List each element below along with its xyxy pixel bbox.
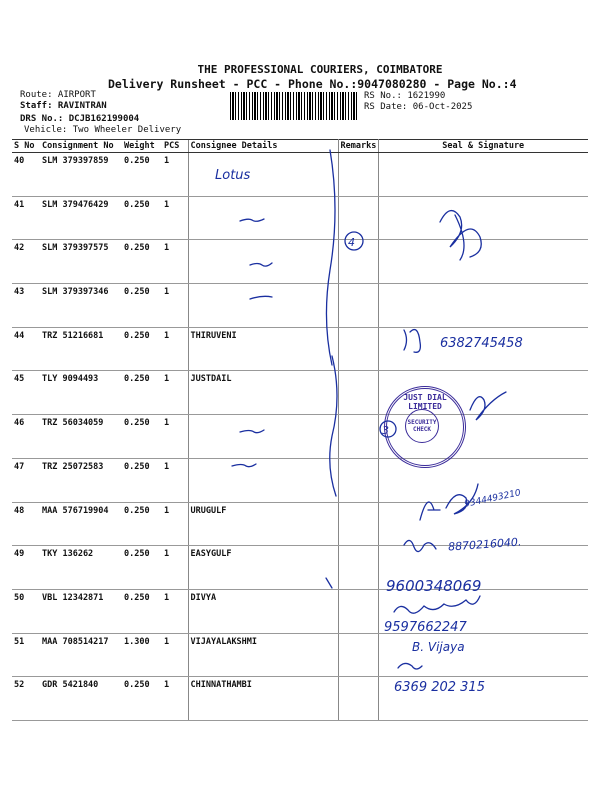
row-sno: 50 (12, 589, 40, 633)
handwritten-lotus: Lotus (215, 168, 251, 183)
row-weight: 0.250 (122, 240, 162, 284)
row-consignee: URUGULF (188, 502, 338, 546)
handwritten-remark-3: 3 (382, 424, 389, 437)
row-pcs: 1 (162, 240, 188, 284)
row-consignment-no: SLM 379397575 (40, 240, 122, 284)
row-consignment-no: SLM 379476429 (40, 196, 122, 240)
dash-47 (232, 464, 256, 467)
handwritten-phone-48: 9344493210 (463, 488, 522, 510)
row-pcs: 1 (162, 502, 188, 546)
drs-label: DRS No.: DCJB162199004 (20, 114, 140, 124)
row-consignee: THIRUVENI (188, 327, 338, 371)
row-consignment-no: SLM 379397859 (40, 153, 122, 197)
justdial-seal-stamp: JUST DIAL LIMITED SECURITY CHECK (384, 386, 466, 468)
row-consignment-no: TRZ 56034059 (40, 415, 122, 459)
col-signature: Seal & Signature (378, 140, 588, 153)
col-pcs: PCS (162, 140, 188, 153)
row-pcs: 1 (162, 153, 188, 197)
handwritten-phone-51: 9597662247 (384, 620, 467, 635)
col-consignee: Consignee Details (188, 140, 338, 153)
row-weight: 1.300 (122, 633, 162, 677)
row-weight: 0.250 (122, 284, 162, 328)
row-sno: 41 (12, 196, 40, 240)
handwritten-phone-49: 8870216040. (447, 535, 522, 554)
handwritten-phone-52: 6369 202 315 (394, 680, 485, 695)
signature-49 (404, 540, 436, 551)
signature-48 (420, 484, 478, 520)
dash-43 (250, 296, 272, 299)
route-label: Route: AIRPORT (20, 90, 96, 100)
row-sno: 46 (12, 415, 40, 459)
row-pcs: 1 (162, 371, 188, 415)
staff-label: Staff: RAVINTRAN (20, 101, 107, 111)
handwritten-name-51: B. Vijaya (412, 640, 465, 654)
row-pcs: 1 (162, 415, 188, 459)
row-weight: 0.250 (122, 458, 162, 502)
row-pcs: 1 (162, 327, 188, 371)
row-consignment-no: VBL 12342871 (40, 589, 122, 633)
signature-45 (470, 392, 506, 420)
signature-50 (394, 596, 480, 613)
row-consignment-no: MAA 708514217 (40, 633, 122, 677)
handwritten-phone-50: 9600348069 (386, 577, 482, 595)
row-sno: 44 (12, 327, 40, 371)
handwritten-remark-4: 4 (348, 236, 355, 249)
col-remarks: Remarks (338, 140, 378, 153)
row-weight: 0.250 (122, 589, 162, 633)
row-weight: 0.250 (122, 371, 162, 415)
row-weight: 0.250 (122, 546, 162, 590)
remark-circle-3 (380, 421, 396, 437)
row-weight: 0.250 (122, 196, 162, 240)
bracket-45-47 (330, 356, 337, 496)
row-sno: 45 (12, 371, 40, 415)
row-consignment-no: SLM 379397346 (40, 284, 122, 328)
row-pcs: 1 (162, 546, 188, 590)
row-sno: 48 (12, 502, 40, 546)
row-weight: 0.250 (122, 502, 162, 546)
row-pcs: 1 (162, 196, 188, 240)
row-consignee: VIJAYALAKSHMI (188, 633, 338, 677)
row-pcs: 1 (162, 284, 188, 328)
row-weight: 0.250 (122, 677, 162, 721)
runsheet-subtitle: Delivery Runsheet - PCC - Phone No.:9047080280 - Page No.:4 (108, 77, 517, 91)
row-sno: 51 (12, 633, 40, 677)
row-pcs: 1 (162, 633, 188, 677)
signature-52 (398, 663, 422, 669)
row-sno: 47 (12, 458, 40, 502)
bracket-40-43 (326, 150, 335, 365)
row-consignment-no: TRZ 25072583 (40, 458, 122, 502)
row-consignee: EASYGULF (188, 546, 338, 590)
row-consignee: JUSTDAIL (188, 371, 338, 415)
vehicle-label: Vehicle: Two Wheeler Delivery (24, 125, 182, 135)
col-sno: S No (12, 140, 40, 153)
handwritten-phone-44: 6382745458 (440, 336, 523, 351)
tick-50 (326, 578, 332, 588)
row-pcs: 1 (162, 589, 188, 633)
rs-date: RS Date: 06-Oct-2025 (364, 102, 473, 112)
row-pcs: 1 (162, 677, 188, 721)
dash-41 (240, 219, 264, 221)
row-sno: 52 (12, 677, 40, 721)
row-sno: 40 (12, 153, 40, 197)
col-consignment: Consignment No (40, 140, 122, 153)
row-consignment-no: TLY 9094493 (40, 371, 122, 415)
remark-circle-4 (345, 232, 363, 250)
row-consignment-no: TRZ 51216681 (40, 327, 122, 371)
row-weight: 0.250 (122, 415, 162, 459)
row-consignee: DIVYA (188, 589, 338, 633)
row-consignment-no: GDR 5421840 (40, 677, 122, 721)
rs-number: RS No.: 1621990 (364, 91, 446, 101)
company-title: THE PROFESSIONAL COURIERS, COIMBATORE (197, 63, 443, 76)
col-weight: Weight (122, 140, 162, 153)
row-weight: 0.250 (122, 327, 162, 371)
row-sno: 43 (12, 284, 40, 328)
dash-46 (240, 430, 264, 433)
row-consignee: CHINNATHAMBI (188, 677, 338, 721)
row-consignment-no: TKY 136262 (40, 546, 122, 590)
signature-41 (440, 211, 481, 260)
row-weight: 0.250 (122, 153, 162, 197)
row-sno: 42 (12, 240, 40, 284)
signature-44 (404, 330, 420, 353)
row-sno: 49 (12, 546, 40, 590)
row-consignment-no: MAA 576719904 (40, 502, 122, 546)
row-pcs: 1 (162, 458, 188, 502)
dash-42 (250, 263, 272, 266)
